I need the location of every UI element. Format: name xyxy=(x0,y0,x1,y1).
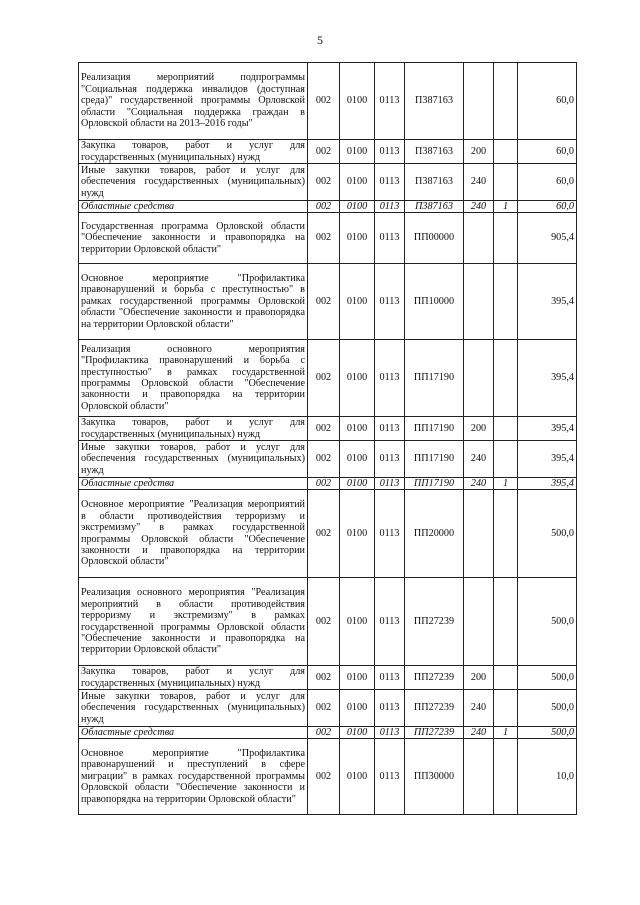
cell-target-article: П387163 xyxy=(405,63,464,140)
cell-section: 0100 xyxy=(340,666,375,690)
cell-target-article: ПП17190 xyxy=(405,340,464,417)
cell-subsection: 0113 xyxy=(375,690,405,727)
table-row xyxy=(79,164,577,201)
cell-source xyxy=(494,213,518,264)
cell-admin-code: 002 xyxy=(308,690,340,727)
table-row xyxy=(79,690,577,727)
cell-section: 0100 xyxy=(340,340,375,417)
cell-section: 0100 xyxy=(340,578,375,666)
cell-expense-type xyxy=(464,264,494,340)
cell-amount: 395,4 xyxy=(518,417,577,441)
cell-section: 0100 xyxy=(340,739,375,815)
cell-source xyxy=(494,264,518,340)
cell-target-article: ПП00000 xyxy=(405,213,464,264)
cell-admin-code: 002 xyxy=(308,441,340,478)
cell-subsection: 0113 xyxy=(375,739,405,815)
cell-subsection: 0113 xyxy=(375,578,405,666)
cell-description: Закупка товаров, работ и услуг для государственных (муниципальных) нужд xyxy=(79,417,308,441)
cell-target-article: П387163 xyxy=(405,140,464,164)
cell-section: 0100 xyxy=(340,490,375,578)
table-row xyxy=(79,140,577,164)
cell-description: Областные средства xyxy=(79,478,308,490)
cell-admin-code: 002 xyxy=(308,417,340,441)
cell-section: 0100 xyxy=(340,140,375,164)
cell-admin-code: 002 xyxy=(308,201,340,213)
cell-section: 0100 xyxy=(340,690,375,727)
cell-source xyxy=(494,140,518,164)
cell-expense-type xyxy=(464,490,494,578)
cell-subsection: 0113 xyxy=(375,213,405,264)
cell-admin-code: 002 xyxy=(308,578,340,666)
cell-description: Иные закупки товаров, работ и услуг для обеспечения государственных (муниципальных) нужд xyxy=(79,441,308,478)
cell-description: Реализация основного мероприятия "Профилактика правонарушений и борьба с преступностью" в рамках государственной программы Орловской области "Обеспечение законности и правопорядка на территории Орловской области" xyxy=(79,340,308,417)
cell-description: Государственная программа Орловской области "Обеспечение законности и правопорядка на территории Орловской области" xyxy=(79,213,308,264)
cell-subsection: 0113 xyxy=(375,490,405,578)
cell-subsection: 0113 xyxy=(375,727,405,739)
cell-description: Областные средства xyxy=(79,201,308,213)
cell-subsection: 0113 xyxy=(375,201,405,213)
cell-target-article: ПП10000 xyxy=(405,264,464,340)
cell-source xyxy=(494,441,518,478)
cell-amount: 60,0 xyxy=(518,201,577,213)
cell-section: 0100 xyxy=(340,727,375,739)
cell-subsection: 0113 xyxy=(375,63,405,140)
cell-admin-code: 002 xyxy=(308,739,340,815)
cell-section: 0100 xyxy=(340,213,375,264)
cell-expense-type xyxy=(464,340,494,417)
cell-amount: 500,0 xyxy=(518,578,577,666)
cell-source: 1 xyxy=(494,727,518,739)
table-row xyxy=(79,739,577,815)
cell-subsection: 0113 xyxy=(375,666,405,690)
cell-subsection: 0113 xyxy=(375,478,405,490)
cell-target-article: ПП17190 xyxy=(405,441,464,478)
cell-source xyxy=(494,739,518,815)
cell-amount: 395,4 xyxy=(518,264,577,340)
table-row xyxy=(79,441,577,478)
cell-admin-code: 002 xyxy=(308,264,340,340)
page-number: 5 xyxy=(317,33,323,47)
cell-admin-code: 002 xyxy=(308,490,340,578)
cell-subsection: 0113 xyxy=(375,340,405,417)
table-row xyxy=(79,490,577,578)
cell-target-article: ПП27239 xyxy=(405,690,464,727)
cell-source xyxy=(494,417,518,441)
cell-source: 1 xyxy=(494,201,518,213)
cell-target-article: П387163 xyxy=(405,164,464,201)
table-row-regional-funds xyxy=(79,201,577,213)
table-row-regional-funds xyxy=(79,478,577,490)
cell-amount: 500,0 xyxy=(518,727,577,739)
cell-admin-code: 002 xyxy=(308,727,340,739)
budget-table xyxy=(78,62,577,815)
cell-source xyxy=(494,490,518,578)
cell-description: Закупка товаров, работ и услуг для государственных (муниципальных) нужд xyxy=(79,666,308,690)
table-row xyxy=(79,340,577,417)
cell-source xyxy=(494,690,518,727)
cell-admin-code: 002 xyxy=(308,666,340,690)
cell-source: 1 xyxy=(494,478,518,490)
cell-expense-type: 200 xyxy=(464,666,494,690)
cell-amount: 395,4 xyxy=(518,340,577,417)
table-row xyxy=(79,417,577,441)
cell-amount: 395,4 xyxy=(518,478,577,490)
cell-section: 0100 xyxy=(340,441,375,478)
cell-section: 0100 xyxy=(340,478,375,490)
cell-section: 0100 xyxy=(340,264,375,340)
cell-subsection: 0113 xyxy=(375,264,405,340)
cell-expense-type: 240 xyxy=(464,201,494,213)
cell-expense-type xyxy=(464,739,494,815)
cell-admin-code: 002 xyxy=(308,164,340,201)
cell-section: 0100 xyxy=(340,164,375,201)
cell-amount: 60,0 xyxy=(518,164,577,201)
cell-subsection: 0113 xyxy=(375,441,405,478)
cell-section: 0100 xyxy=(340,63,375,140)
cell-admin-code: 002 xyxy=(308,63,340,140)
cell-description: Реализация основного мероприятия "Реализация мероприятий в области противодействия терроризму и экстремизму" в рамках государственной программы Орловской области "Обеспечение законности и правопорядка на территории Орловской области" xyxy=(79,578,308,666)
cell-description: Основное мероприятие "Профилактика правонарушений и борьба с преступностью" в рамках государственной программы Орловской области "Обеспечение законности и правопорядка на территории Орловской области" xyxy=(79,264,308,340)
cell-expense-type: 200 xyxy=(464,417,494,441)
cell-description: Иные закупки товаров, работ и услуг для обеспечения государственных (муниципальных) нужд xyxy=(79,164,308,201)
cell-expense-type: 240 xyxy=(464,727,494,739)
cell-amount: 500,0 xyxy=(518,690,577,727)
cell-admin-code: 002 xyxy=(308,213,340,264)
table-row xyxy=(79,666,577,690)
cell-source xyxy=(494,164,518,201)
cell-target-article: ПП27239 xyxy=(405,578,464,666)
cell-expense-type: 240 xyxy=(464,441,494,478)
cell-description: Иные закупки товаров, работ и услуг для обеспечения государственных (муниципальных) нужд xyxy=(79,690,308,727)
cell-subsection: 0113 xyxy=(375,140,405,164)
cell-source xyxy=(494,666,518,690)
table-row-regional-funds xyxy=(79,727,577,739)
cell-amount: 60,0 xyxy=(518,140,577,164)
cell-expense-type xyxy=(464,63,494,140)
cell-source xyxy=(494,63,518,140)
cell-expense-type: 200 xyxy=(464,140,494,164)
cell-amount: 60,0 xyxy=(518,63,577,140)
cell-expense-type: 240 xyxy=(464,478,494,490)
cell-admin-code: 002 xyxy=(308,140,340,164)
cell-source xyxy=(494,340,518,417)
cell-target-article: ПП27239 xyxy=(405,727,464,739)
cell-description: Основное мероприятие "Профилактика правонарушений и преступлений в сфере миграции" в рамках государственной программы Орловской области "Обеспечение законности и правопорядка на территории Орловской области" xyxy=(79,739,308,815)
cell-admin-code: 002 xyxy=(308,478,340,490)
cell-target-article: П387163 xyxy=(405,201,464,213)
cell-expense-type xyxy=(464,213,494,264)
cell-description: Реализация мероприятий подпрограммы "Социальная поддержка инвалидов (доступная среда)" государственной программы Орловской области "Социальная поддержка граждан в Орловской области на 2013–2016 годы" xyxy=(79,63,308,140)
table-row xyxy=(79,264,577,340)
cell-amount: 395,4 xyxy=(518,441,577,478)
cell-target-article: ПП27239 xyxy=(405,666,464,690)
cell-expense-type: 240 xyxy=(464,164,494,201)
cell-amount: 500,0 xyxy=(518,666,577,690)
cell-admin-code: 002 xyxy=(308,340,340,417)
cell-description: Закупка товаров, работ и услуг для государственных (муниципальных) нужд xyxy=(79,140,308,164)
cell-target-article: ПП30000 xyxy=(405,739,464,815)
cell-section: 0100 xyxy=(340,201,375,213)
cell-subsection: 0113 xyxy=(375,164,405,201)
table-row xyxy=(79,63,577,140)
cell-amount: 905,4 xyxy=(518,213,577,264)
cell-target-article: ПП20000 xyxy=(405,490,464,578)
cell-subsection: 0113 xyxy=(375,417,405,441)
table-row xyxy=(79,578,577,666)
cell-expense-type: 240 xyxy=(464,690,494,727)
table-row xyxy=(79,213,577,264)
cell-amount: 10,0 xyxy=(518,739,577,815)
cell-section: 0100 xyxy=(340,417,375,441)
cell-source xyxy=(494,578,518,666)
cell-amount: 500,0 xyxy=(518,490,577,578)
cell-expense-type xyxy=(464,578,494,666)
cell-target-article: ПП17190 xyxy=(405,478,464,490)
cell-description: Областные средства xyxy=(79,727,308,739)
cell-description: Основное мероприятие "Реализация мероприятий в области противодействия терроризму и экстремизму" в рамках государственной программы Орловской области "Обеспечение законности и правопорядка на территории Орловской области" xyxy=(79,490,308,578)
cell-target-article: ПП17190 xyxy=(405,417,464,441)
